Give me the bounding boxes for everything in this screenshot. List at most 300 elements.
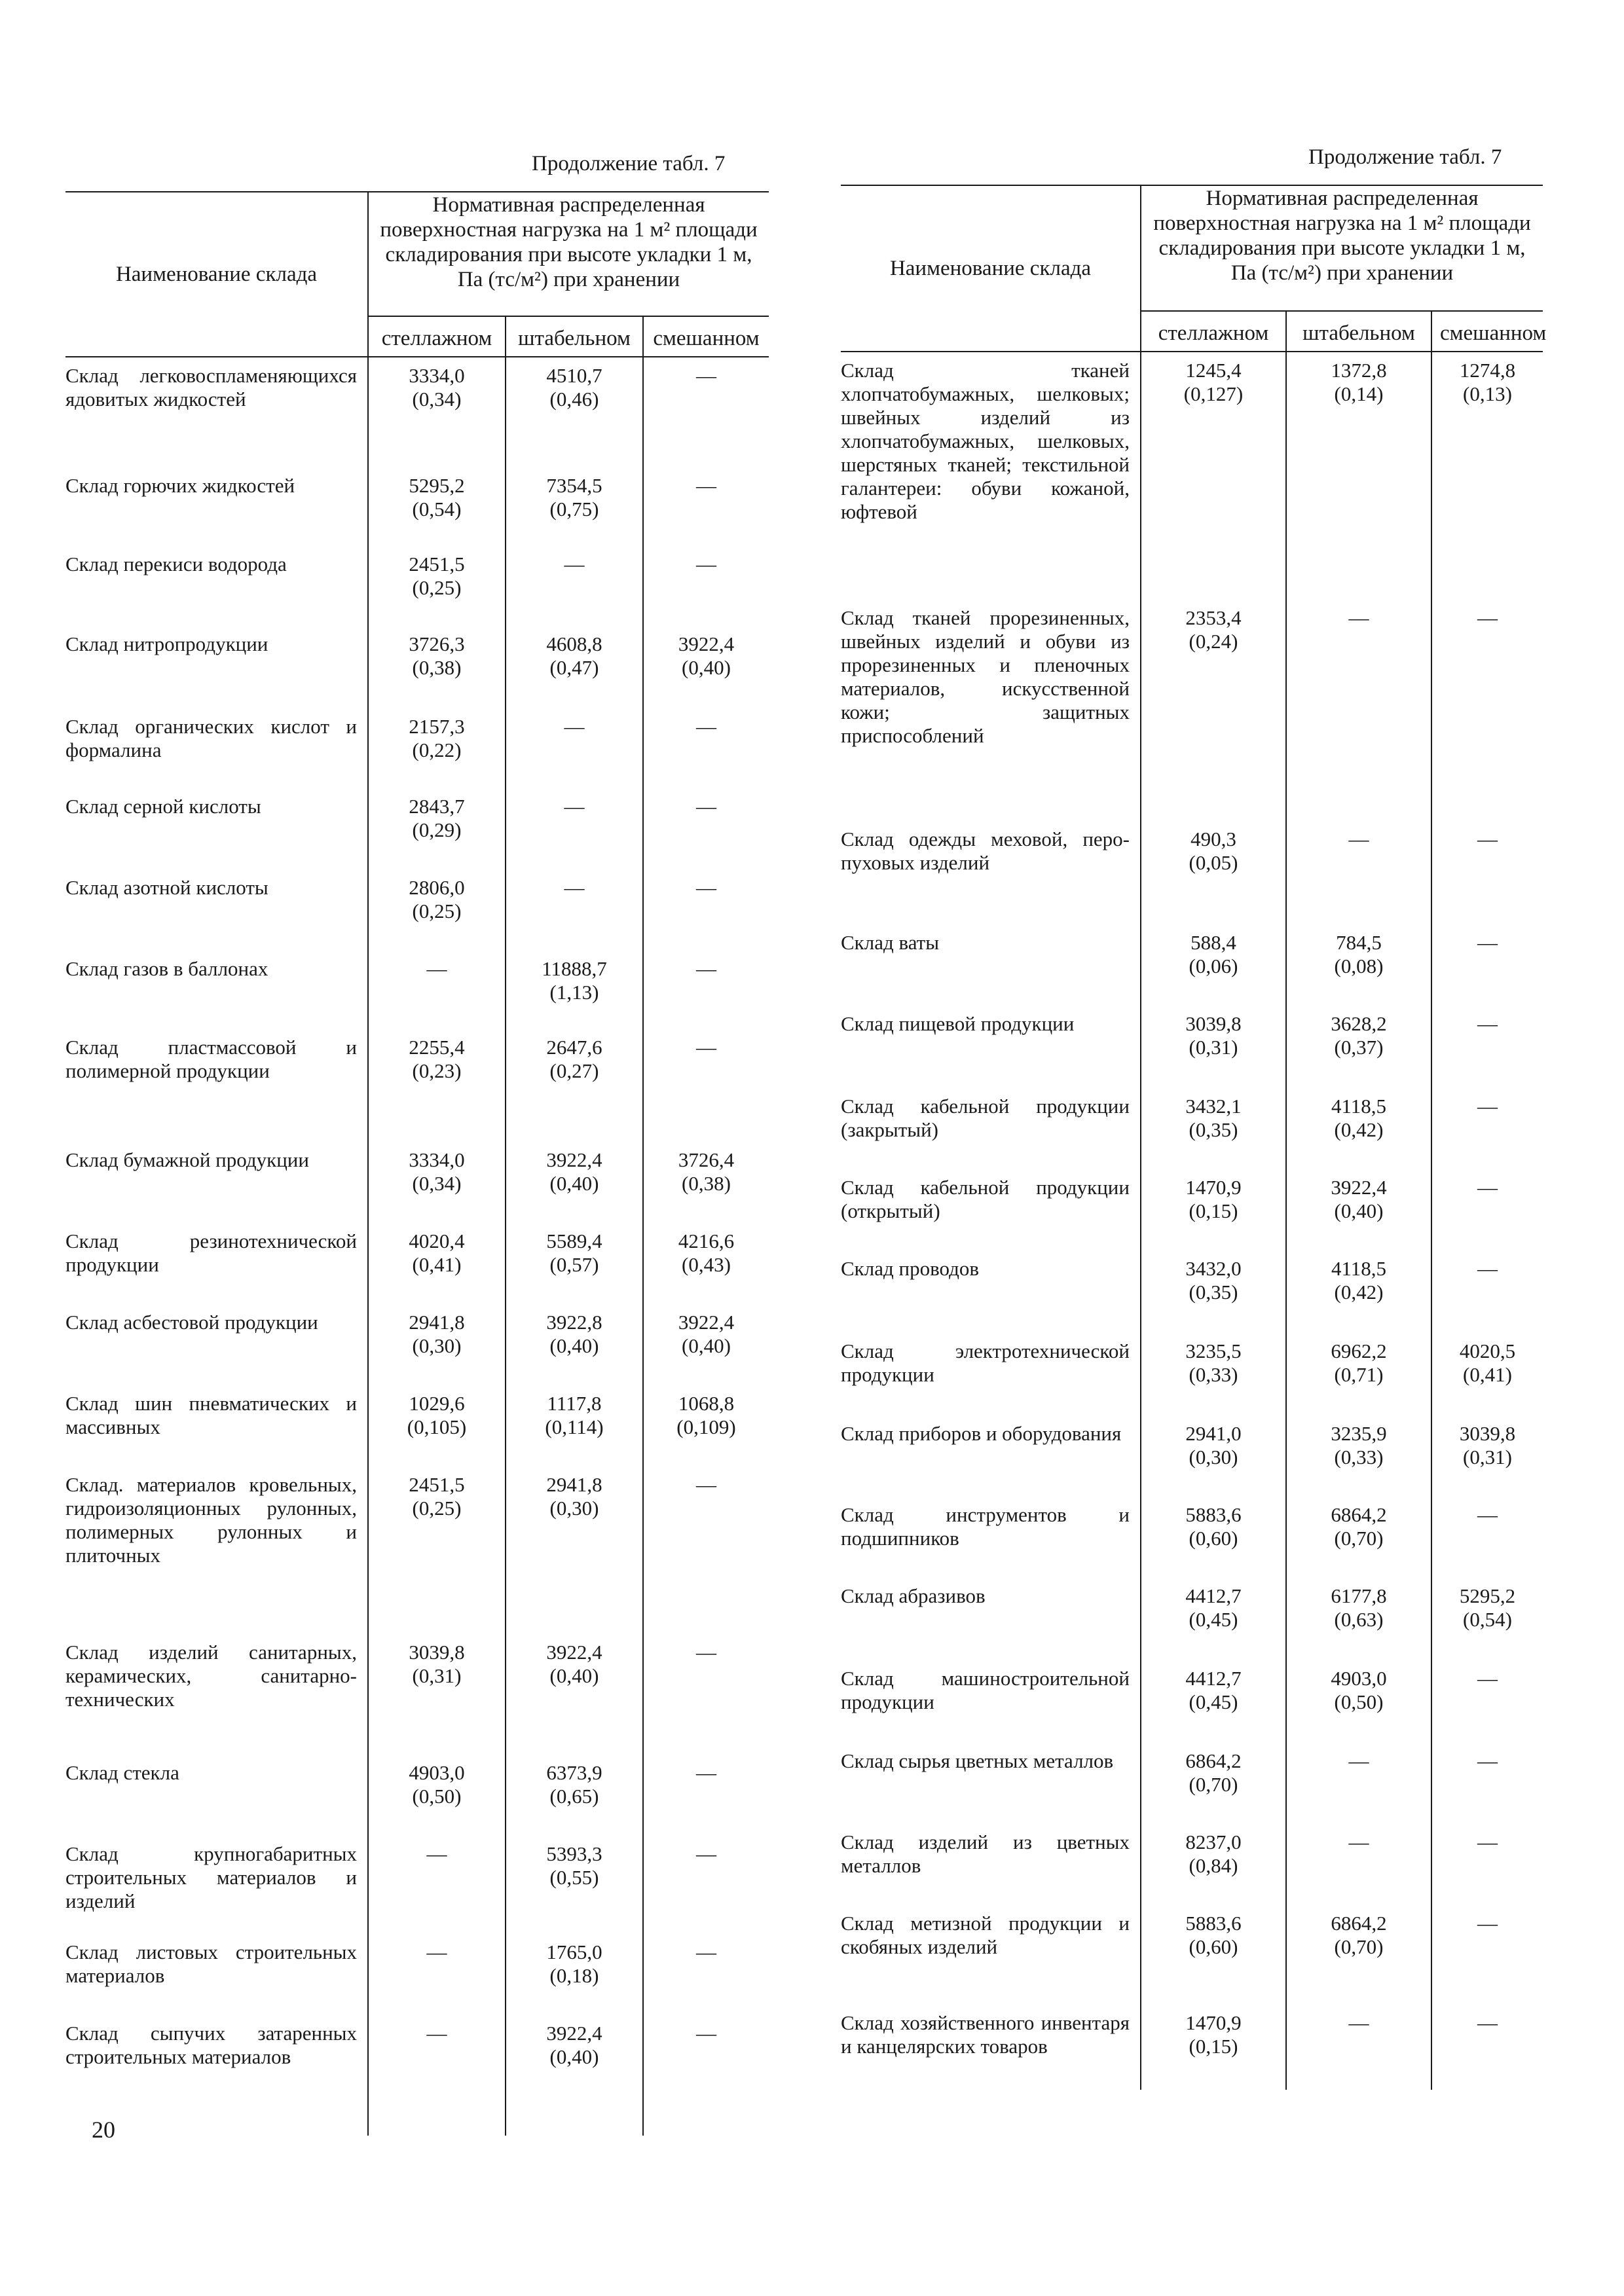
load-tf-value: (0,54) (412, 498, 462, 520)
load-pa-value: — (1477, 1095, 1498, 1118)
load-pa-value: 3922,4 (546, 2022, 602, 2045)
stack-load-cell (506, 1029, 643, 1142)
load-pa-value: 4510,7 (546, 364, 602, 387)
load-tf-value: (0,70) (1189, 1773, 1238, 1796)
table-row (65, 1223, 769, 1304)
load-pa-value: 5883,6 (1185, 1912, 1242, 1935)
warehouse-name: Склад пищевой продукции (841, 1012, 1075, 1035)
table-row (841, 1250, 1543, 1333)
rack-load-cell (368, 869, 506, 951)
rack-load-cell (368, 1385, 506, 1467)
stack-load-cell (506, 1142, 643, 1223)
mixed-load-cell (643, 788, 769, 869)
load-tf-value: (0,42) (1334, 1118, 1384, 1141)
load-pa-value: 2941,8 (546, 1473, 602, 1496)
rack-load-cell (368, 357, 506, 467)
table-row (65, 546, 769, 626)
rack-load-cell (1141, 1415, 1286, 1497)
warehouse-name: Склад перекиси водорода (65, 553, 287, 575)
load-pa-value: — (1477, 1503, 1498, 1526)
table-row (65, 1755, 769, 1836)
warehouse-name: Склад изделий из цветных металлов (841, 1831, 1130, 1877)
load-pa-value: 2255,4 (409, 1036, 465, 1059)
mixed-load-cell (1431, 2005, 1543, 2090)
load-tf-value: (0,35) (1189, 1118, 1238, 1141)
warehouse-name: Склад ваты (841, 931, 940, 954)
warehouse-name: Склад хозяйственного инвентаря и канцелярских товаров (841, 2011, 1130, 2058)
header-name-column: Наименование склада (841, 185, 1141, 352)
load-tf-value: (0,40) (549, 2045, 599, 2068)
warehouse-name: Склад одежды меховой, перо-пуховых изделий (841, 828, 1130, 874)
load-pa-value: 3922,4 (546, 1148, 602, 1171)
header-rack-storage: стеллажном (1141, 311, 1286, 352)
stack-load-cell (1286, 1333, 1431, 1415)
table-row (841, 821, 1543, 924)
load-tf-value: (0,70) (1334, 1527, 1384, 1550)
load-tf-value: (0,34) (412, 388, 462, 410)
load-tf-value: (0,50) (1334, 1690, 1384, 1713)
table-row (841, 1660, 1543, 1743)
rack-load-cell (368, 951, 506, 1029)
load-tf-value: (0,60) (1189, 1935, 1238, 1958)
table-row (65, 1467, 769, 1634)
stack-load-cell (506, 467, 643, 546)
load-tf-value: (0,127) (1183, 382, 1244, 405)
load-pa-value: — (1477, 1831, 1498, 1853)
load-pa-value: — (696, 795, 716, 818)
warehouse-name: Склад азотной кислоты (65, 876, 268, 899)
header-mixed-storage: смешанном (643, 316, 769, 357)
load-pa-value: — (1348, 1749, 1369, 1772)
load-tf-value: (0,24) (1189, 630, 1238, 653)
load-tf-value: (0,34) (412, 1172, 462, 1195)
rack-load-cell (1141, 1824, 1286, 1905)
load-pa-value: 5883,6 (1185, 1503, 1242, 1526)
load-pa-value: — (1477, 1176, 1498, 1199)
stack-load-cell (1286, 1578, 1431, 1660)
rack-load-cell (368, 467, 506, 546)
load-pa-value: 3039,8 (1185, 1012, 1242, 1035)
load-tf-value: (0,65) (549, 1785, 599, 1808)
stack-load-cell (506, 1934, 643, 2015)
mixed-load-cell (643, 1223, 769, 1304)
rack-load-cell (368, 2015, 506, 2136)
load-pa-value: 2941,0 (1185, 1422, 1242, 1445)
load-tf-value: (0,33) (1189, 1363, 1238, 1386)
rack-load-cell (368, 1634, 506, 1755)
load-pa-value: 2647,6 (546, 1036, 602, 1059)
stack-load-cell (1286, 1415, 1431, 1497)
load-pa-value: — (426, 1941, 447, 1963)
load-tf-value: (0,45) (1189, 1608, 1238, 1631)
rack-load-cell (1141, 1743, 1286, 1824)
load-pa-value: 4412,7 (1185, 1584, 1242, 1607)
stack-load-cell (1286, 1824, 1431, 1905)
load-pa-value: 6373,9 (546, 1761, 602, 1784)
stack-load-cell (1286, 821, 1431, 924)
load-pa-value: 3432,1 (1185, 1095, 1242, 1118)
load-tf-value: (0,42) (1334, 1281, 1384, 1303)
load-pa-value: — (564, 876, 585, 899)
continuation-label-left: Продолжение табл. 7 (532, 152, 726, 175)
load-pa-value: 11888,7 (542, 957, 607, 980)
load-pa-value: — (696, 2022, 716, 2045)
table-row (841, 1088, 1543, 1169)
table-row (65, 1634, 769, 1755)
mixed-load-cell (1431, 352, 1543, 600)
load-pa-value: 4020,4 (409, 1230, 465, 1252)
load-tf-value: (0,31) (1189, 1036, 1238, 1059)
stack-load-cell (1286, 352, 1431, 600)
load-pa-value: 3334,0 (409, 1148, 465, 1171)
load-pa-value: 7354,5 (546, 474, 602, 497)
load-pa-value: 6962,2 (1331, 1339, 1387, 1362)
load-tf-value: (0,114) (545, 1415, 604, 1438)
mixed-load-cell (1431, 600, 1543, 821)
stack-load-cell (506, 1223, 643, 1304)
warehouse-name: Склад тканей прорезиненных, швейных изделий и обуви из прорезиненных и пленочных материалов, искусственной кожи; защитных приспособлений (841, 606, 1130, 747)
mixed-load-cell (1431, 1169, 1543, 1250)
load-pa-value: 3922,4 (678, 632, 735, 655)
warehouse-name: Склад изделий санитарных, керамических, санитарно-технических (65, 1641, 357, 1711)
rack-load-cell (368, 1934, 506, 2015)
mixed-load-cell (643, 357, 769, 467)
warehouse-name: Склад легковоспламеняющихся ядовитых жидкостей (65, 364, 357, 410)
load-tf-value: (0,70) (1334, 1935, 1384, 1958)
table-row (65, 357, 769, 467)
warehouse-name: Склад листовых строительных материалов (65, 1941, 357, 1987)
table-row (65, 1142, 769, 1223)
rack-load-cell (1141, 2005, 1286, 2090)
load-pa-value: — (696, 1761, 716, 1784)
table-row (841, 1497, 1543, 1578)
load-pa-value: 784,5 (1336, 931, 1382, 954)
load-pa-value: 4118,5 (1331, 1257, 1387, 1280)
warehouse-name: Склад бумажной продукции (65, 1148, 309, 1171)
table-row (65, 1304, 769, 1385)
rack-load-cell (1141, 1250, 1286, 1333)
stack-load-cell (506, 788, 643, 869)
load-tf-value: (0,31) (1463, 1446, 1512, 1468)
stack-load-cell (506, 951, 643, 1029)
load-pa-value: 2806,0 (409, 876, 465, 899)
rack-load-cell (1141, 1660, 1286, 1743)
load-pa-value: — (1348, 1831, 1369, 1853)
load-pa-value: — (426, 957, 447, 980)
load-tf-value: (0,60) (1189, 1527, 1238, 1550)
rack-load-cell (1141, 1169, 1286, 1250)
load-tf-value: (0,71) (1334, 1363, 1384, 1386)
warehouse-name: Склад метизной продукции и скобяных изделий (841, 1912, 1130, 1958)
header-load-group: Нормативная распределенная поверхностная нагрузка на 1 м² площади складирования при высоте укладки 1 м, Па (тс/м²) при хранении (368, 192, 769, 316)
header-stack-storage: штабельном (1286, 311, 1431, 352)
load-tf-value: (0,40) (682, 656, 731, 679)
load-pa-value: 5295,2 (1459, 1584, 1516, 1607)
stack-load-cell (1286, 1497, 1431, 1578)
mixed-load-cell (643, 1755, 769, 1836)
load-tf-value: (0,40) (1334, 1199, 1384, 1222)
table-row (65, 467, 769, 546)
warehouse-name: Склад органических кислот и формалина (65, 715, 357, 761)
load-pa-value: — (696, 364, 716, 387)
warehouse-name: Склад сыпучих затаренных строительных материалов (65, 2022, 357, 2068)
load-pa-value: 588,4 (1190, 931, 1236, 954)
load-tf-value: (0,55) (549, 1866, 599, 1889)
load-pa-value: — (696, 715, 716, 738)
load-tf-value: (0,84) (1189, 1854, 1238, 1877)
load-tf-value: (0,40) (549, 1664, 599, 1687)
load-pa-value: 3726,4 (678, 1148, 735, 1171)
stack-load-cell (506, 869, 643, 951)
stack-load-cell (1286, 1743, 1431, 1824)
warehouse-name: Склад машиностроительной продукции (841, 1667, 1130, 1713)
load-tf-value: (0,37) (1334, 1036, 1384, 1059)
warehouse-name: Склад проводов (841, 1257, 980, 1280)
load-pa-value: — (1477, 931, 1498, 954)
mixed-load-cell (643, 467, 769, 546)
mixed-load-cell (643, 1634, 769, 1755)
rack-load-cell (368, 1836, 506, 1934)
warehouse-name: Склад газов в баллонах (65, 957, 268, 980)
load-tf-value: (0,41) (412, 1253, 462, 1276)
load-pa-value: — (426, 2022, 447, 2045)
rack-load-cell (368, 546, 506, 626)
load-tf-value: (0,30) (412, 1334, 462, 1357)
load-tf-value: (0,25) (412, 576, 462, 599)
load-pa-value: 3432,0 (1185, 1257, 1242, 1280)
load-pa-value: — (696, 1941, 716, 1963)
load-tf-value: (0,30) (1189, 1446, 1238, 1468)
stack-load-cell (506, 357, 643, 467)
load-pa-value: — (1348, 828, 1369, 850)
load-tf-value: (0,13) (1463, 382, 1512, 405)
mixed-load-cell (1431, 1578, 1543, 1660)
rack-load-cell (1141, 924, 1286, 1006)
load-tf-value: (1,13) (549, 981, 599, 1004)
load-tf-value: (0,35) (1189, 1281, 1238, 1303)
stack-load-cell (1286, 1660, 1431, 1743)
table-row (841, 1824, 1543, 1905)
load-tf-value: (0,31) (412, 1664, 462, 1687)
load-pa-value: 4903,0 (409, 1761, 465, 1784)
load-tf-value: (0,40) (549, 1334, 599, 1357)
load-pa-value: — (1477, 1912, 1498, 1935)
load-pa-value: — (1477, 1012, 1498, 1035)
table-row (65, 1934, 769, 2015)
rack-load-cell (368, 1142, 506, 1223)
page-number: 20 (92, 2117, 115, 2143)
warehouse-name: Склад серной кислоты (65, 795, 261, 818)
mixed-load-cell (643, 1142, 769, 1223)
table-row (841, 1905, 1543, 2005)
mixed-load-cell (1431, 1415, 1543, 1497)
load-pa-value: — (1477, 1749, 1498, 1772)
stack-load-cell (1286, 1088, 1431, 1169)
load-table-right (841, 185, 1547, 2090)
rack-load-cell (1141, 352, 1286, 600)
load-pa-value: 3334,0 (409, 364, 465, 387)
table-row (841, 1006, 1543, 1088)
load-tf-value: (0,15) (1189, 2035, 1238, 2058)
load-tf-value: (0,40) (682, 1334, 731, 1357)
warehouse-name: Склад сырья цветных металлов (841, 1749, 1114, 1772)
load-tf-value: (0,38) (682, 1172, 731, 1195)
warehouse-name: Склад. материалов кровельных, гидроизоляционных рулонных, полимерных рулонных и плиточных (65, 1473, 357, 1567)
load-tf-value: (0,47) (549, 656, 599, 679)
load-pa-value: 2353,4 (1185, 606, 1242, 629)
warehouse-name: Склад горючих жидкостей (65, 474, 295, 497)
load-pa-value: 1245,4 (1185, 359, 1242, 382)
mixed-load-cell (643, 1029, 769, 1142)
stack-load-cell (506, 708, 643, 788)
load-pa-value: — (564, 553, 585, 575)
load-pa-value: — (1348, 2011, 1369, 2034)
warehouse-name: Склад крупногабаритных строительных материалов и изделий (65, 1842, 357, 1912)
table-row (841, 1578, 1543, 1660)
load-pa-value: 3628,2 (1331, 1012, 1387, 1035)
stack-load-cell (506, 626, 643, 708)
load-tf-value: (0,14) (1334, 382, 1384, 405)
load-pa-value: — (1477, 1257, 1498, 1280)
load-tf-value: (0,27) (549, 1059, 599, 1082)
warehouse-name: Склад электротехнической продукции (841, 1339, 1130, 1386)
load-tf-value: (0,22) (412, 738, 462, 761)
table-row (841, 1169, 1543, 1250)
load-pa-value: 4412,7 (1185, 1667, 1242, 1690)
load-tf-value: (0,38) (412, 656, 462, 679)
stack-load-cell (506, 1467, 643, 1634)
stack-load-cell (506, 1836, 643, 1934)
load-pa-value: 3922,4 (1331, 1176, 1387, 1199)
rack-load-cell (368, 1304, 506, 1385)
load-tf-value: (0,57) (549, 1253, 599, 1276)
warehouse-name: Склад приборов и оборудования (841, 1422, 1122, 1445)
mixed-load-cell (1431, 1905, 1543, 2005)
mixed-load-cell (643, 869, 769, 951)
rack-load-cell (1141, 600, 1286, 821)
load-tf-value: (0,18) (549, 1964, 599, 1987)
load-pa-value: — (1477, 2011, 1498, 2034)
mixed-load-cell (1431, 1743, 1543, 1824)
load-pa-value: 1470,9 (1185, 2011, 1242, 2034)
stack-load-cell (1286, 1006, 1431, 1088)
mixed-load-cell (1431, 1250, 1543, 1333)
mixed-load-cell (643, 2015, 769, 2136)
table-row (65, 1385, 769, 1467)
load-tf-value: (0,30) (549, 1497, 599, 1520)
table-row (841, 924, 1543, 1006)
warehouse-name: Склад тканей хлопчатобумажных, шелковых; швейных изделий из хлопчатобумажных, шелковых, шерстяных тканей; текстильной галантереи: обуви кожаной, юфтевой (841, 359, 1130, 523)
load-tf-value: (0,05) (1189, 851, 1238, 874)
load-pa-value: 8237,0 (1185, 1831, 1242, 1853)
load-pa-value: 3039,8 (409, 1641, 465, 1664)
load-pa-value: 4118,5 (1331, 1095, 1387, 1118)
mixed-load-cell (643, 1304, 769, 1385)
mixed-load-cell (1431, 1824, 1543, 1905)
stack-load-cell (506, 1634, 643, 1755)
load-pa-value: 5295,2 (409, 474, 465, 497)
stack-load-cell (1286, 1250, 1431, 1333)
stack-load-cell (1286, 2005, 1431, 2090)
header-mixed-storage: смешанном (1431, 311, 1543, 352)
rack-load-cell (1141, 1497, 1286, 1578)
header-rack-storage: стеллажном (368, 316, 506, 357)
table-row (841, 1743, 1543, 1824)
load-pa-value: 3922,8 (546, 1311, 602, 1334)
mixed-load-cell (643, 1385, 769, 1467)
load-pa-value: 2843,7 (409, 795, 465, 818)
load-pa-value: 490,3 (1190, 828, 1236, 850)
load-pa-value: — (696, 1842, 716, 1865)
load-pa-value: 3922,4 (678, 1311, 735, 1334)
load-pa-value: 6864,2 (1331, 1912, 1387, 1935)
mixed-load-cell (1431, 924, 1543, 1006)
mixed-load-cell (1431, 1006, 1543, 1088)
load-tf-value: (0,54) (1463, 1608, 1512, 1631)
table-row (65, 1029, 769, 1142)
stack-load-cell (1286, 1905, 1431, 2005)
stack-load-cell (506, 546, 643, 626)
table-row (65, 869, 769, 951)
mixed-load-cell (1431, 1497, 1543, 1578)
stack-load-cell (506, 2015, 643, 2136)
load-pa-value: — (696, 1641, 716, 1664)
table-row (65, 1836, 769, 1934)
mixed-load-cell (643, 1934, 769, 2015)
load-tf-value: (0,109) (676, 1415, 736, 1438)
warehouse-name: Склад стекла (65, 1761, 179, 1784)
table-row (65, 2015, 769, 2136)
table-row (65, 951, 769, 1029)
warehouse-name: Склад асбестовой продукции (65, 1311, 318, 1334)
load-tf-value: (0,25) (412, 1497, 462, 1520)
stack-load-cell (1286, 600, 1431, 821)
load-pa-value: — (564, 715, 585, 738)
warehouse-name: Склад пластмассовой и полимерной продукции (65, 1036, 357, 1082)
load-pa-value: 5393,3 (546, 1842, 602, 1865)
rack-load-cell (368, 1467, 506, 1634)
rack-load-cell (368, 708, 506, 788)
load-pa-value: — (696, 1036, 716, 1059)
table-row (841, 600, 1543, 821)
rack-load-cell (368, 626, 506, 708)
load-tf-value: (0,23) (412, 1059, 462, 1082)
rack-load-cell (1141, 1578, 1286, 1660)
load-pa-value: — (1477, 606, 1498, 629)
load-tf-value: (0,45) (1189, 1690, 1238, 1713)
load-pa-value: 3726,3 (409, 632, 465, 655)
rack-load-cell (1141, 1088, 1286, 1169)
stack-load-cell (506, 1304, 643, 1385)
load-pa-value: 4020,5 (1459, 1339, 1516, 1362)
load-tf-value: (0,63) (1334, 1608, 1384, 1631)
load-pa-value: — (564, 795, 585, 818)
load-pa-value: 6864,2 (1185, 1749, 1242, 1772)
warehouse-name: Склад шин пневматических и массивных (65, 1392, 357, 1438)
load-table-left (65, 191, 769, 2136)
header-stack-storage: штабельном (506, 316, 643, 357)
load-pa-value: 2157,3 (409, 715, 465, 738)
warehouse-name: Склад кабельной продукции (закрытый) (841, 1095, 1130, 1141)
load-pa-value: — (696, 553, 716, 575)
table-row (65, 708, 769, 788)
stack-load-cell (506, 1755, 643, 1836)
load-pa-value: — (426, 1842, 447, 1865)
load-pa-value: — (1477, 828, 1498, 850)
header-name-column: Наименование склада (65, 192, 368, 357)
load-pa-value: 3039,8 (1459, 1422, 1516, 1445)
table-row (841, 2005, 1543, 2090)
